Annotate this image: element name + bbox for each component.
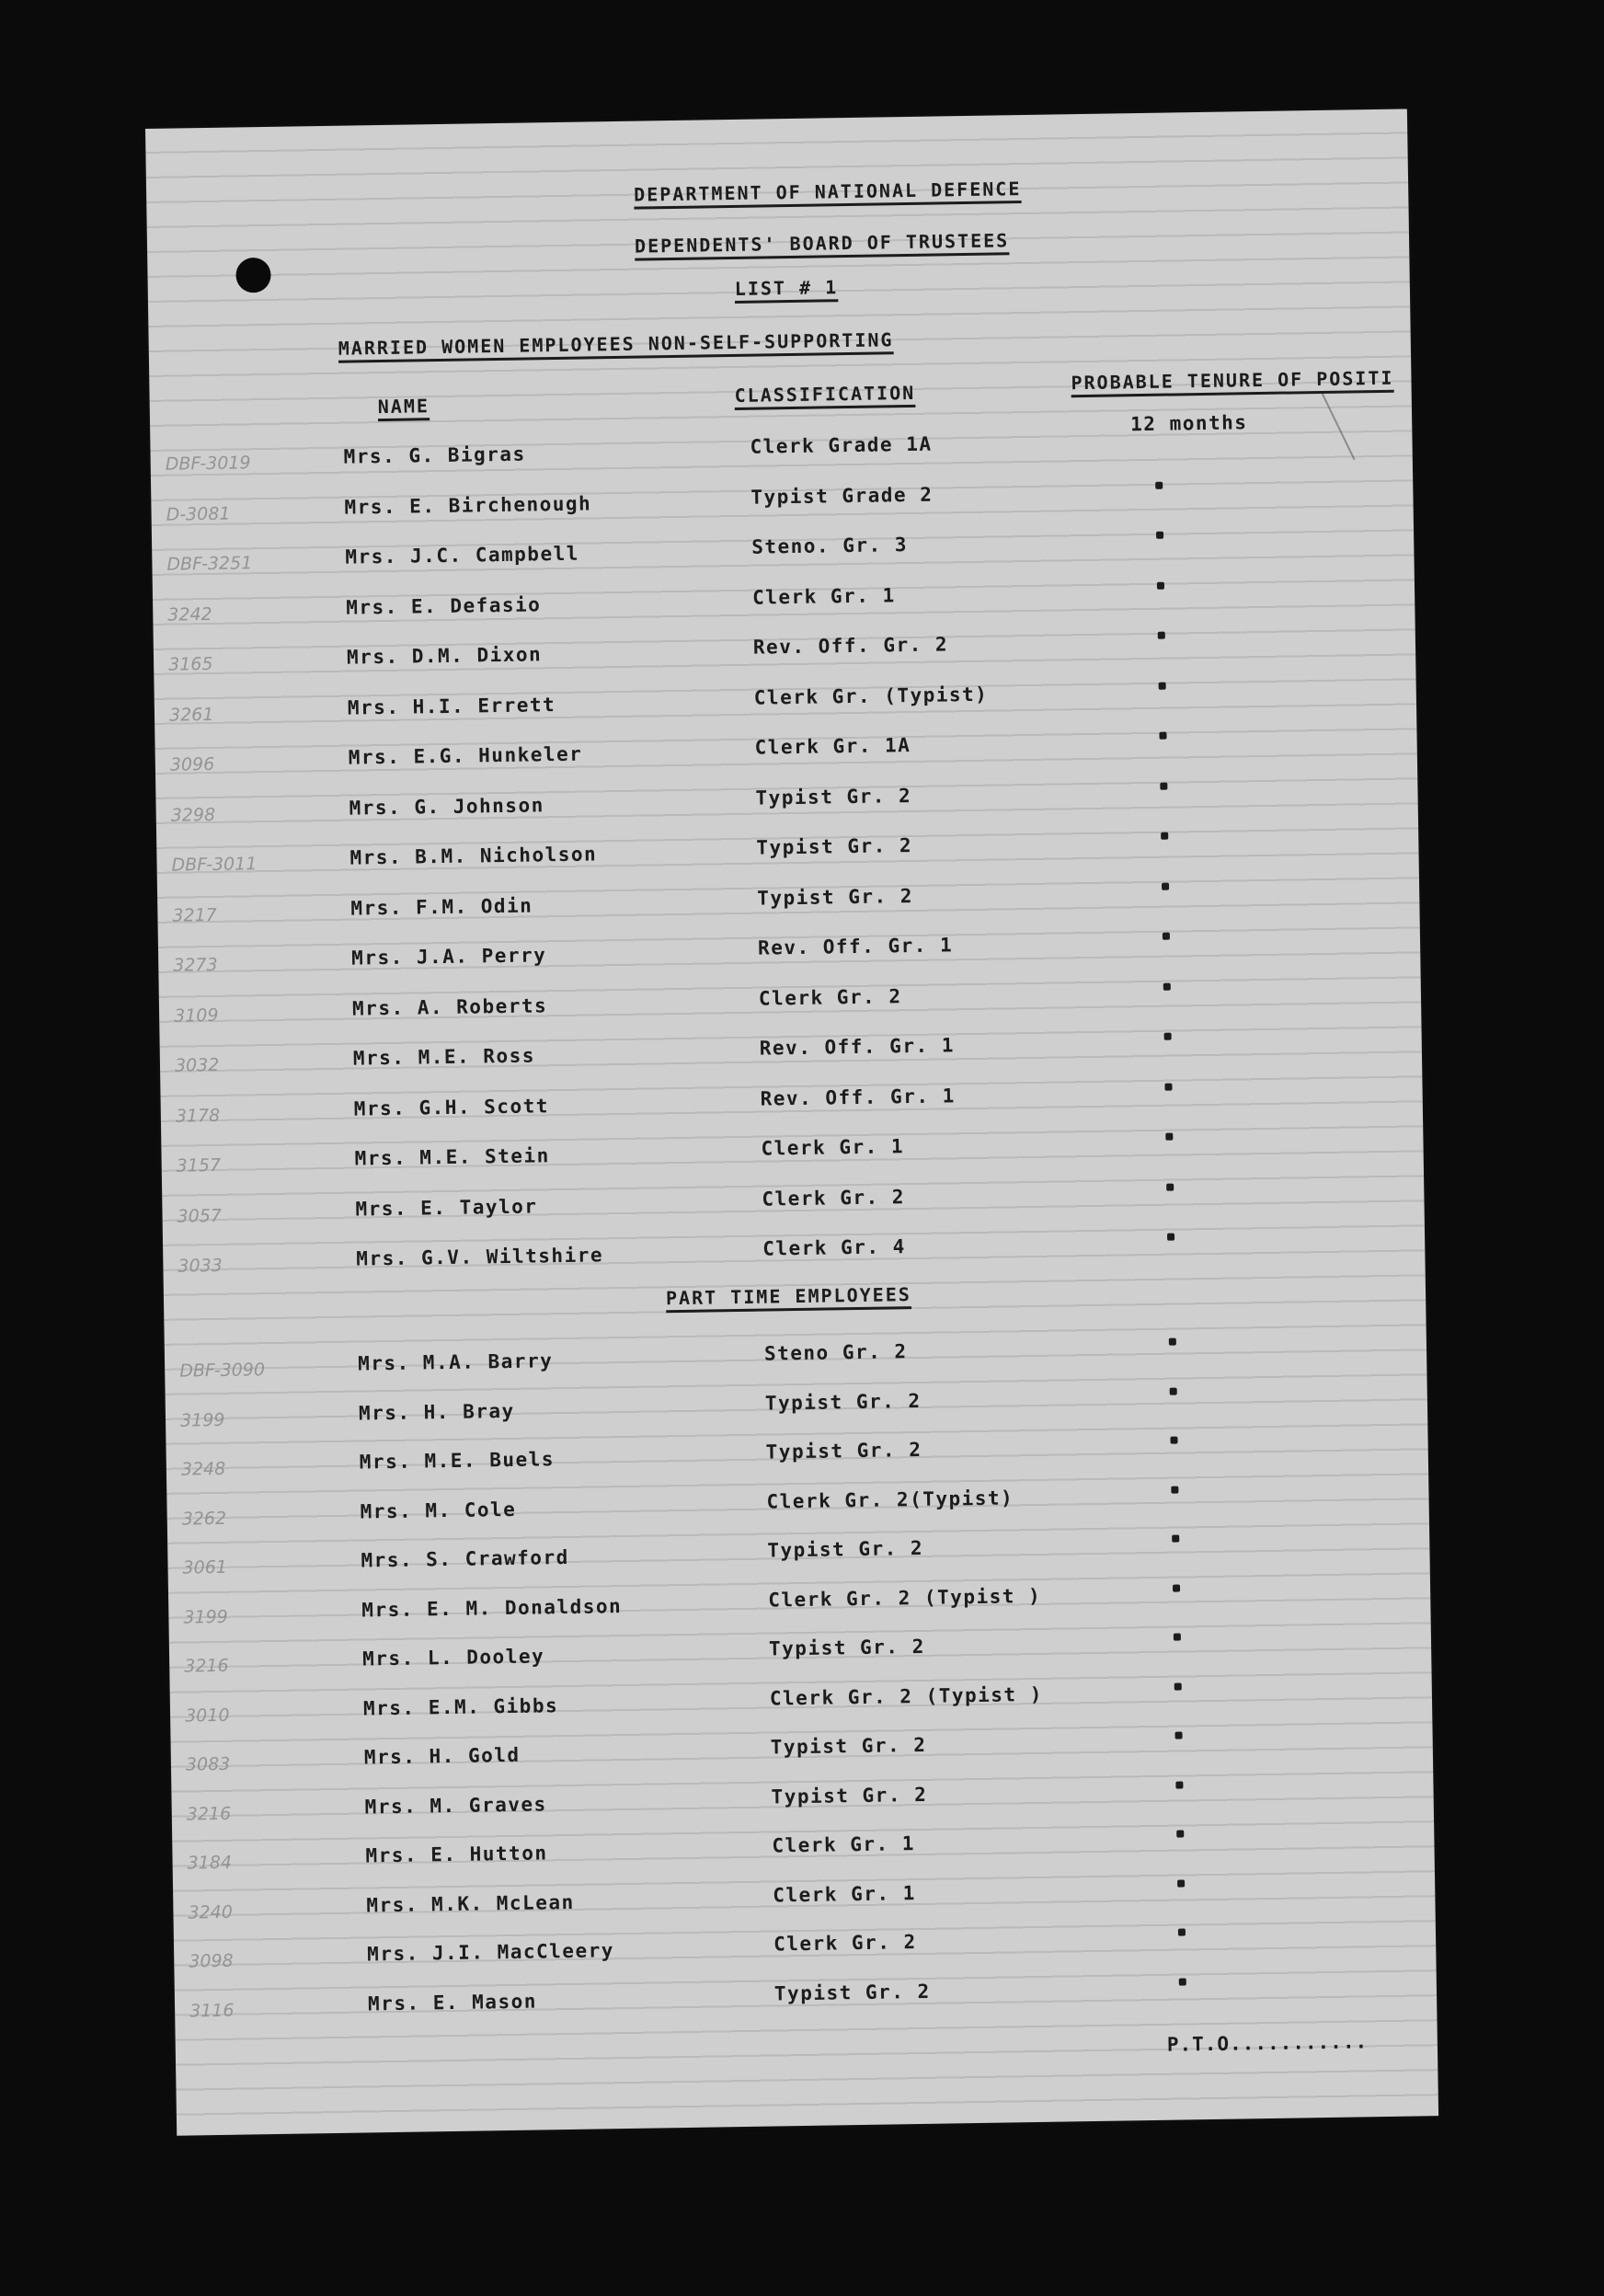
handwritten-reference: 3178	[175, 1105, 221, 1127]
employee-name: Mrs. E.M. Gibbs	[362, 1693, 559, 1719]
handwritten-reference: 3216	[186, 1803, 232, 1825]
handwritten-reference: DBF-3090	[179, 1360, 266, 1382]
employee-classification: Clerk Gr. 1A	[754, 734, 911, 759]
handwritten-reference: 3217	[172, 904, 217, 926]
ditto-mark	[1157, 581, 1164, 589]
employee-name: Mrs. G. Bigras	[343, 442, 526, 468]
employee-classification: Steno Gr. 2	[763, 1340, 908, 1365]
handwritten-reference: 3116	[189, 2000, 235, 2021]
ditto-mark	[1172, 1535, 1179, 1543]
employee-name: Mrs. S. Crawford	[361, 1545, 569, 1572]
employee-classification: Clerk Gr. 2	[762, 1185, 906, 1211]
ditto-mark	[1170, 1387, 1177, 1395]
ditto-mark	[1166, 1183, 1174, 1190]
ditto-mark	[1164, 1083, 1172, 1090]
handwritten-reference: 3298	[170, 804, 216, 826]
handwritten-reference: 3109	[173, 1004, 219, 1027]
department-heading: DEPARTMENT OF NATIONAL DEFENCE	[634, 178, 1022, 206]
employee-name: Mrs. E. M. Donaldson	[361, 1594, 623, 1622]
employee-name: Mrs. H.I. Errett	[347, 693, 556, 719]
employee-classification: Typist Gr. 2	[764, 1389, 922, 1415]
employee-classification: Clerk Gr. 1	[772, 1832, 916, 1857]
employee-classification: Clerk Gr. 1	[761, 1135, 905, 1160]
ditto-mark	[1176, 1830, 1184, 1837]
ditto-mark	[1156, 532, 1163, 539]
employee-name: Mrs. H. Bray	[358, 1399, 515, 1425]
employee-name: Mrs. M.E. Ross	[352, 1044, 536, 1070]
employee-classification: Clerk Gr. 2	[758, 984, 902, 1010]
handwritten-reference: 3248	[180, 1458, 226, 1480]
list-number: LIST # 1	[734, 276, 839, 300]
ditto-mark	[1179, 1978, 1186, 1985]
ditto-mark	[1174, 1634, 1181, 1641]
ditto-mark	[1162, 882, 1169, 890]
employee-classification: Typist Gr. 2	[770, 1733, 927, 1759]
employee-classification: Rev. Off. Gr. 1	[760, 1084, 956, 1110]
ditto-mark	[1155, 481, 1163, 488]
handwritten-reference: 3184	[187, 1852, 233, 1874]
employee-name: Mrs. E. Mason	[367, 1990, 538, 2015]
employee-name: Mrs. G.V. Wiltshire	[356, 1244, 604, 1270]
handwritten-reference: 3033	[178, 1255, 223, 1277]
ditto-mark	[1158, 632, 1165, 639]
pencil-mark	[1322, 385, 1372, 461]
handwritten-reference: DBF-3011	[171, 854, 258, 876]
handwritten-reference: 3083	[185, 1753, 231, 1775]
ditto-mark	[1175, 1781, 1183, 1788]
employee-name: Mrs. E. Hutton	[365, 1842, 548, 1867]
handwritten-reference: 3242	[167, 603, 212, 626]
employee-name: Mrs. E.G. Hunkeler	[348, 742, 583, 769]
ditto-mark	[1177, 1879, 1185, 1887]
employee-name: Mrs. F.M. Odin	[350, 893, 533, 920]
employee-name: Mrs. M.E. Stein	[354, 1144, 550, 1170]
employee-name: Mrs. B.M. Nicholson	[349, 843, 598, 869]
section-heading-part-time: PART TIME EMPLOYEES	[665, 1283, 911, 1310]
handwritten-reference: 3216	[184, 1655, 229, 1677]
employee-classification: Typist Gr. 2	[773, 1980, 931, 2005]
employee-classification: Typist Gr. 2	[771, 1783, 928, 1808]
handwritten-reference: 3061	[182, 1556, 228, 1578]
ditto-mark	[1160, 782, 1167, 789]
employee-name: Mrs. J.I. MacCleery	[367, 1939, 615, 1966]
employee-name: Mrs. D.M. Dixon	[346, 643, 543, 669]
ditto-mark	[1171, 1486, 1178, 1493]
ditto-mark	[1170, 1437, 1177, 1444]
please-turn-over: P.T.O...........	[1166, 2030, 1369, 2056]
handwritten-reference: D-3081	[166, 503, 231, 525]
employee-classification: Typist Gr. 2	[768, 1635, 925, 1660]
ditto-mark	[1173, 1584, 1180, 1591]
employee-classification: Typist Gr. 2	[765, 1438, 922, 1464]
employee-name: Mrs. H. Gold	[363, 1743, 521, 1769]
ditto-mark	[1174, 1682, 1182, 1690]
employee-name: Mrs. E. Taylor	[355, 1194, 538, 1221]
handwritten-reference: 3010	[184, 1705, 230, 1727]
employee-classification: Rev. Off. Gr. 2	[752, 633, 949, 659]
employee-classification: Typist Gr. 2	[756, 833, 913, 859]
handwritten-reference: 3261	[168, 704, 214, 726]
employee-classification: Typist Gr. 2	[755, 784, 912, 809]
ditto-mark	[1164, 1033, 1172, 1040]
employee-classification: Steno. Gr. 3	[751, 534, 909, 558]
employee-classification: Clerk Gr. 2 (Typist )	[768, 1584, 1042, 1612]
ditto-mark	[1161, 832, 1168, 840]
employee-name: Mrs. E. Defasio	[346, 592, 542, 619]
employee-name: Mrs. M.A. Barry	[357, 1349, 554, 1375]
employee-classification: Clerk Gr. 1	[773, 1881, 916, 1907]
ditto-mark	[1159, 682, 1166, 689]
employee-name: Mrs. M.E. Buels	[359, 1448, 556, 1474]
column-header-tenure: PROBABLE TENURE OF POSITI	[1071, 366, 1394, 395]
ditto-mark	[1163, 982, 1171, 990]
ditto-mark	[1169, 1338, 1176, 1346]
section-heading-married: MARRIED WOMEN EMPLOYEES NON-SELF-SUPPORTING	[338, 328, 894, 360]
handwritten-reference: DBF-3251	[166, 553, 253, 575]
employee-classification: Clerk Gr. 4	[762, 1235, 906, 1260]
handwritten-reference: 3199	[183, 1606, 228, 1628]
employee-classification: Clerk Gr. (Typist)	[753, 683, 989, 709]
employee-name: Mrs. M. Graves	[364, 1792, 547, 1818]
column-header-name: NAME	[377, 395, 430, 419]
employee-name: Mrs. M.K. McLean	[366, 1890, 575, 1916]
employee-classification: Rev. Off. Gr. 1	[757, 934, 954, 959]
handwritten-reference: 3096	[169, 753, 215, 775]
employee-name: Mrs. G. Johnson	[349, 793, 544, 820]
employee-name: Mrs. J.C. Campbell	[345, 542, 580, 568]
handwritten-reference: DBF-3019	[165, 453, 251, 475]
board-heading: DEPENDENTS' BOARD OF TRUSTEES	[634, 229, 1010, 258]
employee-classification: Clerk Gr. 2	[773, 1931, 917, 1956]
employee-name: Mrs. E. Birchenough	[344, 491, 592, 519]
handwritten-reference: 3199	[179, 1409, 225, 1431]
employee-classification: Clerk Gr. 1	[751, 583, 896, 609]
employee-name: Mrs. J.A. Perry	[351, 944, 547, 970]
punch-hole	[235, 258, 271, 293]
column-header-classification: CLASSIFICATION	[734, 381, 916, 407]
handwritten-reference: 3240	[188, 1901, 233, 1923]
employee-name: Mrs. L. Dooley	[361, 1645, 545, 1670]
employee-classification: Typist Grade 2	[750, 483, 934, 509]
employee-name: Mrs. M. Cole	[360, 1498, 517, 1523]
handwritten-reference: 3057	[177, 1205, 223, 1227]
tenure-value: 12 months	[1129, 411, 1248, 436]
employee-classification: Typist Gr. 2	[757, 884, 914, 910]
employee-classification: Rev. Off. Gr. 1	[759, 1034, 956, 1060]
ditto-mark	[1165, 1133, 1173, 1141]
handwritten-reference: 3098	[189, 1950, 234, 1972]
handwritten-reference: 3165	[167, 653, 213, 675]
employee-classification: Clerk Gr. 2(Typist)	[766, 1486, 1014, 1513]
employee-classification: Typist Gr. 2	[767, 1536, 924, 1562]
document-page	[145, 109, 1438, 2135]
ditto-mark	[1159, 732, 1166, 740]
ditto-mark	[1178, 1928, 1186, 1935]
employee-classification: Clerk Grade 1A	[750, 432, 933, 458]
employee-classification: Clerk Gr. 2 (Typist )	[769, 1682, 1044, 1710]
employee-name: Mrs. G.H. Scott	[353, 1094, 550, 1120]
ditto-mark	[1167, 1234, 1174, 1241]
handwritten-reference: 3157	[176, 1154, 222, 1177]
employee-name: Mrs. A. Roberts	[351, 993, 548, 1020]
handwritten-reference: 3273	[173, 954, 218, 976]
ditto-mark	[1163, 933, 1170, 940]
handwritten-reference: 3262	[181, 1508, 227, 1530]
handwritten-reference: 3032	[174, 1054, 220, 1076]
ditto-mark	[1175, 1732, 1183, 1739]
